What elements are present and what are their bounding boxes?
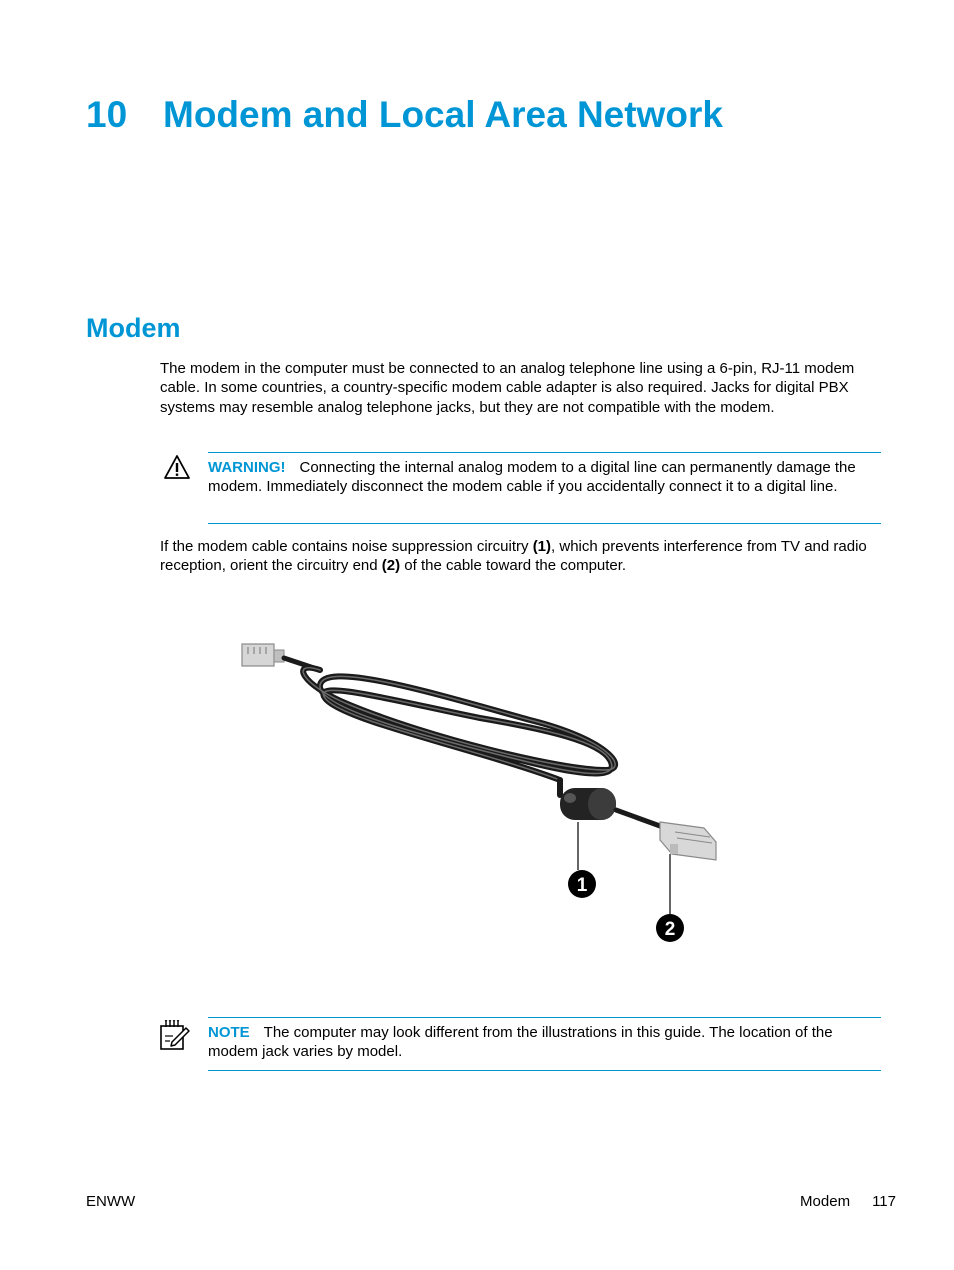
callout-2-number: 2	[664, 919, 676, 940]
ferrite-bead	[560, 788, 616, 820]
note-body: The computer may look different from the illustrations in this guide. The location of the modem jack varies by model.	[208, 1024, 833, 1061]
callout-1-number: 1	[576, 875, 588, 896]
chapter-number: 10	[86, 94, 128, 135]
chapter-title-text: Modem and Local Area Network	[163, 94, 723, 135]
noise-paragraph	[160, 537, 884, 576]
note-label: NOTE	[208, 1024, 250, 1041]
noise-text-part2: , which prevents interference from TV and radio reception, orient the circuitry end	[160, 538, 867, 575]
noise-text-part3: of the cable toward the computer.	[400, 557, 627, 575]
footer-page-info	[800, 1193, 896, 1210]
cable-coils	[284, 658, 615, 795]
section-title: Modem	[86, 313, 181, 343]
callout-1-badge	[568, 870, 596, 898]
warning-label: WARNING!	[208, 459, 286, 476]
footer-page-number: 117	[872, 1193, 896, 1210]
callout-ref-1: (1)	[532, 538, 552, 555]
callout-2-badge	[656, 914, 684, 942]
footer-section: Modem	[800, 1193, 851, 1210]
warning-triangle-icon	[163, 454, 191, 480]
footer-doc-id: ENWW	[86, 1193, 136, 1210]
note-text	[208, 1023, 881, 1062]
warning-body: Connecting the internal analog modem to a digital line can permanently damage the modem. Immediately disconnect the modem cable if you accidentally connect it to a digital line.	[208, 459, 856, 496]
noise-text-part1: If the modem cable contains noise suppression circuitry	[160, 538, 533, 555]
callout-ref-2: (2)	[381, 557, 401, 575]
intro-paragraph: The modem in the computer must be connected to an analog telephone line using a 6-pin, RJ-11 modem cable. In some countries, a country-specific modem cable adapter is also required. Jacks for digital PBX systems may resemble analog telephone jacks, but they are not compatible with the modem.	[160, 360, 855, 416]
rj11-connector-left	[242, 644, 284, 666]
note-pad-icon	[159, 1018, 191, 1052]
rj11-connector-right	[660, 822, 716, 860]
modem-cable-illustration	[230, 630, 730, 950]
warning-text	[208, 458, 881, 497]
chapter-title	[86, 94, 723, 136]
